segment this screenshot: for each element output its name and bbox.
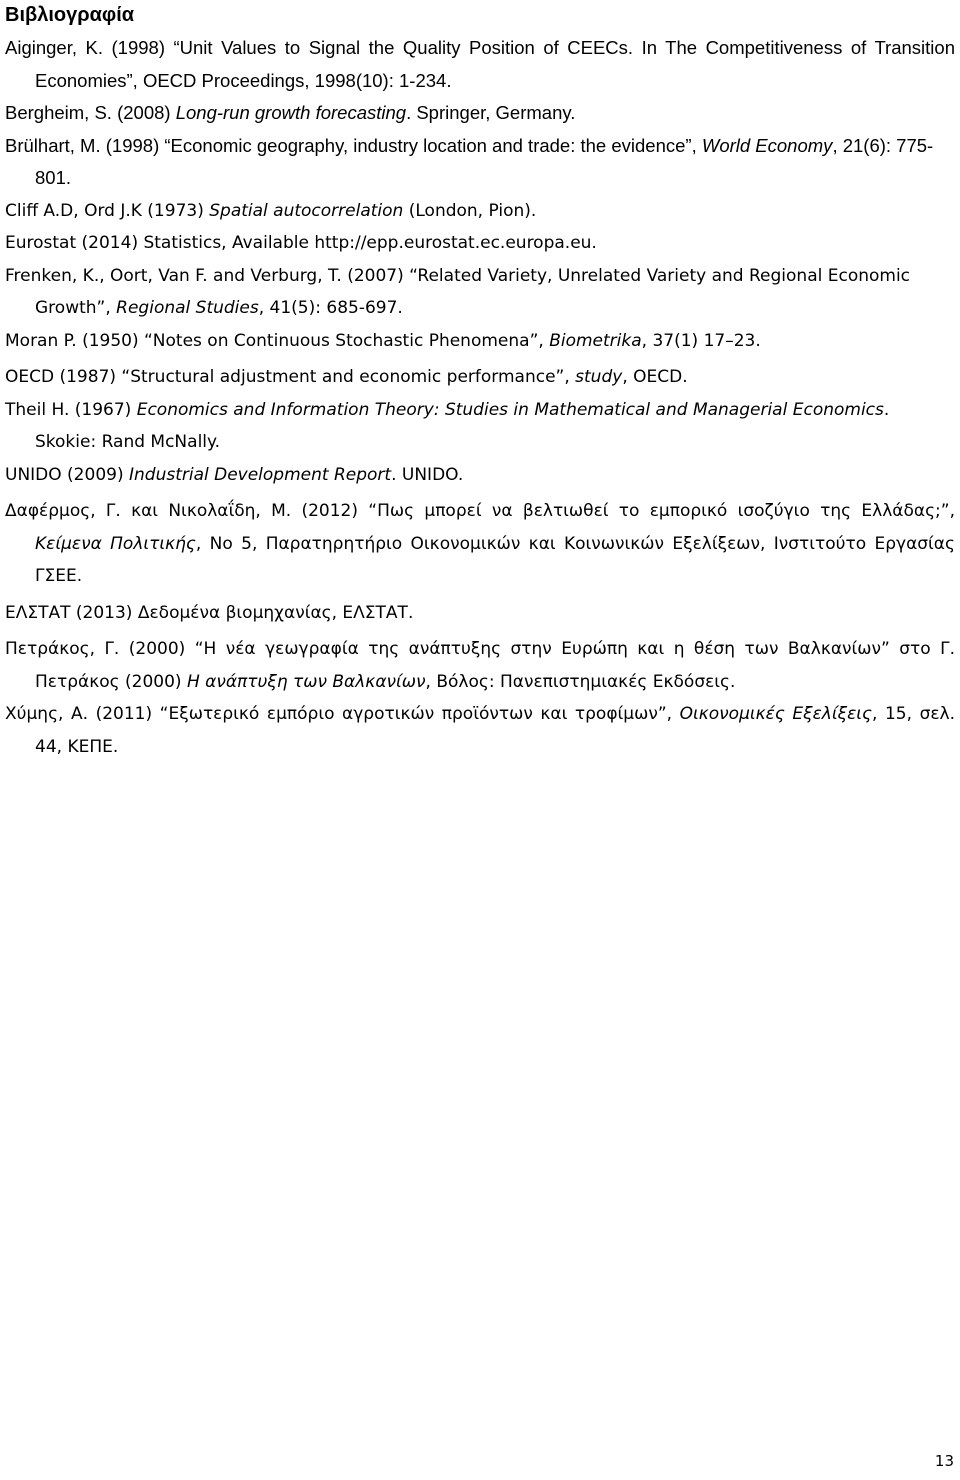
- reference-italic-text: Spatial autocorrelation: [209, 200, 404, 221]
- reference-item: [5, 633, 955, 698]
- reference-list: [5, 32, 955, 763]
- reference-text: Πετράκος, Γ. (2000) “Η νέα γεωγραφία της ανάπτυξης στην Ευρώπη και η θέση των Βαλκανίων” στο Γ. Πετράκος (2000): [5, 639, 955, 692]
- reference-text: Bergheim, S. (2008): [5, 102, 176, 123]
- reference-italic-text: Regional Studies: [116, 298, 259, 318]
- reference-item: [5, 227, 955, 260]
- reference-italic-text: study: [575, 367, 623, 387]
- reference-italic-text: Οικονομικές Εξελίξεις: [679, 704, 873, 724]
- reference-text: Cliff A.D, Ord J.K (1973): [5, 200, 210, 221]
- reference-item: [5, 459, 955, 492]
- reference-text: Theil H. (1967): [5, 399, 137, 420]
- reference-italic-text: World Economy: [701, 134, 833, 156]
- reference-italic-text: Η ανάπτυξη των Βαλκανίων: [186, 671, 426, 692]
- reference-italic-text: Long-run growth forecasting: [175, 102, 407, 123]
- reference-text: Brülhart, M. (1998) “Economic geography, industry location and trade: the evidence”,: [5, 134, 702, 156]
- reference-item: [5, 698, 955, 763]
- reference-text: , Νο 5, Παρατηρητήριο Οικονομικών και Κοινωνικών Εξελίξεων, Ινστιτούτο Εργασίας ΓΣΕΕ.: [35, 533, 955, 586]
- reference-text: , 37(1) 17–23.: [641, 330, 761, 351]
- reference-item: [5, 597, 955, 630]
- reference-italic-text: Economics and Information Theory: Studies in Mathematical and Managerial Economics: [136, 399, 884, 420]
- reference-text: (London, Pion).: [403, 200, 537, 221]
- reference-italic-text: Industrial Development Report: [128, 464, 392, 485]
- reference-item: [5, 495, 955, 593]
- reference-text: UNIDO (2009): [5, 464, 129, 485]
- reference-text: , OECD.: [622, 367, 688, 387]
- reference-text: Δαφέρμος, Γ. και Νικολαΐδη, Μ. (2012) “Πως μπορεί να βελτιωθεί το εμπορικό ισοζύγιο της Ελλάδας;”,: [5, 501, 955, 521]
- reference-item: [5, 97, 955, 130]
- reference-italic-text: Κείμενα Πολιτικής: [35, 533, 196, 554]
- reference-text: , 41(5): 685-697.: [258, 298, 403, 318]
- reference-text: . Springer, Germany.: [406, 102, 576, 123]
- bibliography-heading: Βιβλιογραφία: [5, 4, 135, 26]
- reference-text: . UNIDO.: [391, 464, 464, 485]
- reference-italic-text: Biometrika: [549, 330, 642, 351]
- reference-text: Moran P. (1950) “Notes on Continuous Stochastic Phenomena”,: [5, 330, 550, 351]
- page-number: 13: [934, 1452, 954, 1470]
- reference-item: [5, 260, 955, 325]
- reference-text: ΕΛΣΤΑΤ (2013) Δεδομένα βιομηχανίας, ΕΛΣΤΑΤ.: [5, 602, 414, 623]
- reference-text: , 15, σελ. 44, ΚΕΠΕ.: [35, 704, 955, 757]
- reference-text: OECD (1987) “Structural adjustment and economic performance”,: [5, 367, 576, 387]
- reference-item: [5, 361, 955, 394]
- reference-text: Aiginger, K. (1998) “Unit Values to Signal the Quality Position of CEECs. In The Competitiveness of Transition Economies”, OECD Proceedings, 1998(10): 1-234.: [5, 37, 955, 91]
- reference-item: [5, 325, 955, 358]
- reference-item: [5, 195, 955, 228]
- reference-item: [5, 32, 955, 97]
- reference-text: . Skokie: Rand McNally.: [35, 399, 890, 452]
- reference-text: Eurostat (2014) Statistics, Available http://epp.eurostat.ec.europa.eu.: [5, 233, 597, 253]
- reference-text: , Βόλος: Πανεπιστημιακές Εκδόσεις.: [425, 671, 736, 692]
- reference-text: Χύμης, Α. (2011) “Εξωτερικό εμπόριο αγροτικών προϊόντων και τροφίμων”,: [5, 704, 680, 724]
- reference-text: Frenken, K., Oort, Van F. and Verburg, T. (2007) “Related Variety, Unrelated Variety and Regional Economic Growth”,: [5, 265, 911, 318]
- reference-item: [5, 130, 955, 195]
- reference-text: , 21(6): 775-801.: [35, 134, 934, 188]
- reference-item: [5, 394, 955, 459]
